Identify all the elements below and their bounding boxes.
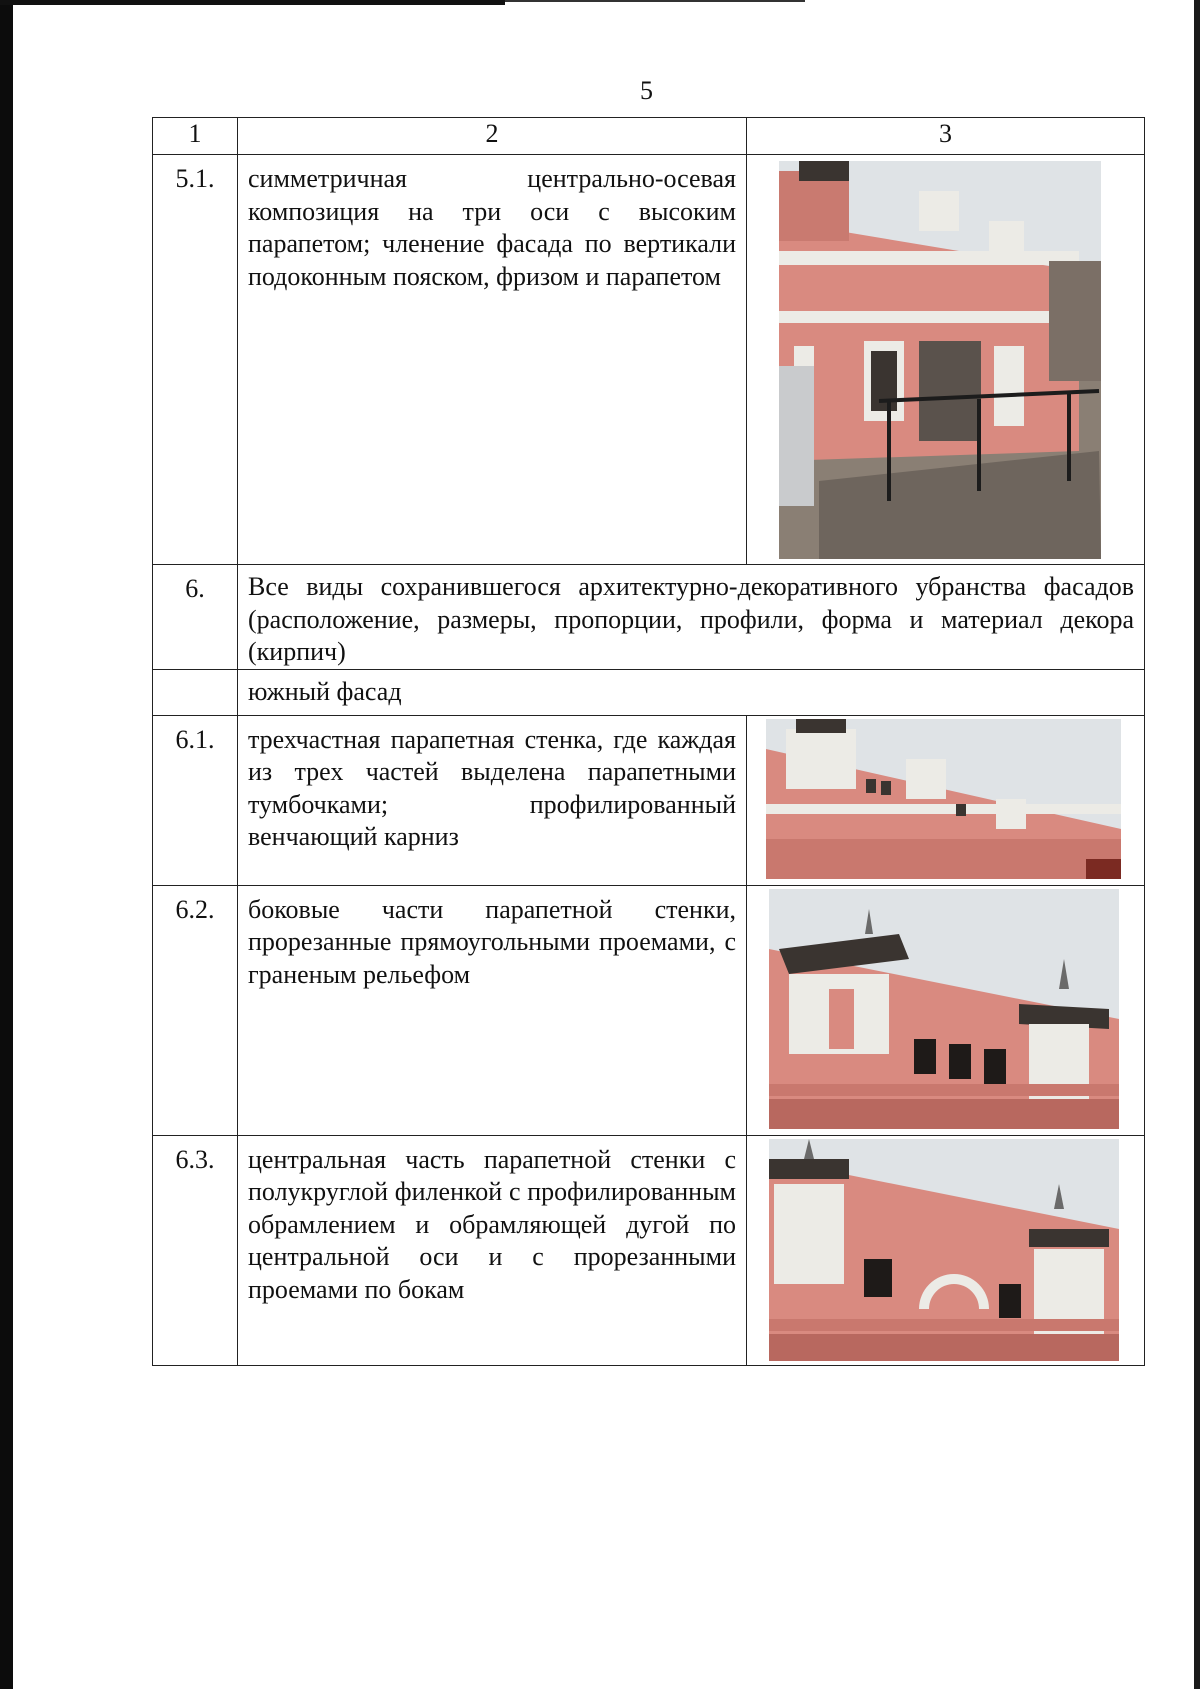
- row-number: 6.: [153, 565, 238, 670]
- row-number: [153, 669, 238, 715]
- table-row: [153, 669, 1145, 715]
- section-subtitle: южный фасад: [238, 669, 1145, 715]
- scan-edge-top-thin: [505, 0, 805, 2]
- photo-cell: [747, 715, 1145, 885]
- column-header-1: 1: [153, 118, 238, 155]
- parapet-photo: [766, 719, 1121, 879]
- parapet-center-photo: [769, 1139, 1119, 1361]
- row-description: симметричная центрально-осевая композиция на три оси с высоким парапетом; членение фасада по вертикали подоконным пояском, фризом и парапетом: [238, 155, 747, 565]
- row-number: 6.2.: [153, 885, 238, 1135]
- row-number: 6.1.: [153, 715, 238, 885]
- photo-cell: [747, 1135, 1145, 1365]
- photo-cell: [747, 155, 1145, 565]
- row-number: 5.1.: [153, 155, 238, 565]
- scan-edge-top: [0, 0, 505, 5]
- column-header-2: 2: [238, 118, 747, 155]
- row-description: боковые части парапетной стенки, прорезанные прямоугольными проемами, с граненым рельефом: [238, 885, 747, 1135]
- page-number: 5: [640, 76, 653, 105]
- facade-photo: [779, 161, 1101, 559]
- table-row: [153, 715, 1145, 885]
- row-description: центральная часть парапетной стенки с полукруглой филенкой с профилированным обрамлением и обрамляющей дугой по центральной оси и с прорезанными проемами по бокам: [238, 1135, 747, 1365]
- column-header-3: 3: [747, 118, 1145, 155]
- row-number: 6.3.: [153, 1135, 238, 1365]
- scan-edge-left: [0, 0, 13, 1689]
- table-row: [153, 155, 1145, 565]
- table-header-row: [153, 118, 1145, 155]
- table-row: [153, 885, 1145, 1135]
- facade-elements-table: [152, 117, 1145, 1366]
- table-row: [153, 1135, 1145, 1365]
- row-description: Все виды сохранившегося архитектурно-декоративного убранства фасадов (расположение, размеры, пропорции, профили, форма и материал декора (кирпич): [238, 565, 1145, 670]
- table-row: [153, 565, 1145, 670]
- photo-cell: [747, 885, 1145, 1135]
- row-description: трехчастная парапетная стенка, где каждая из трех частей выделена парапетными тумбочками; профилированный венчающий карниз: [238, 715, 747, 885]
- scan-edge-right: [1194, 0, 1200, 1689]
- parapet-side-photo: [769, 889, 1119, 1129]
